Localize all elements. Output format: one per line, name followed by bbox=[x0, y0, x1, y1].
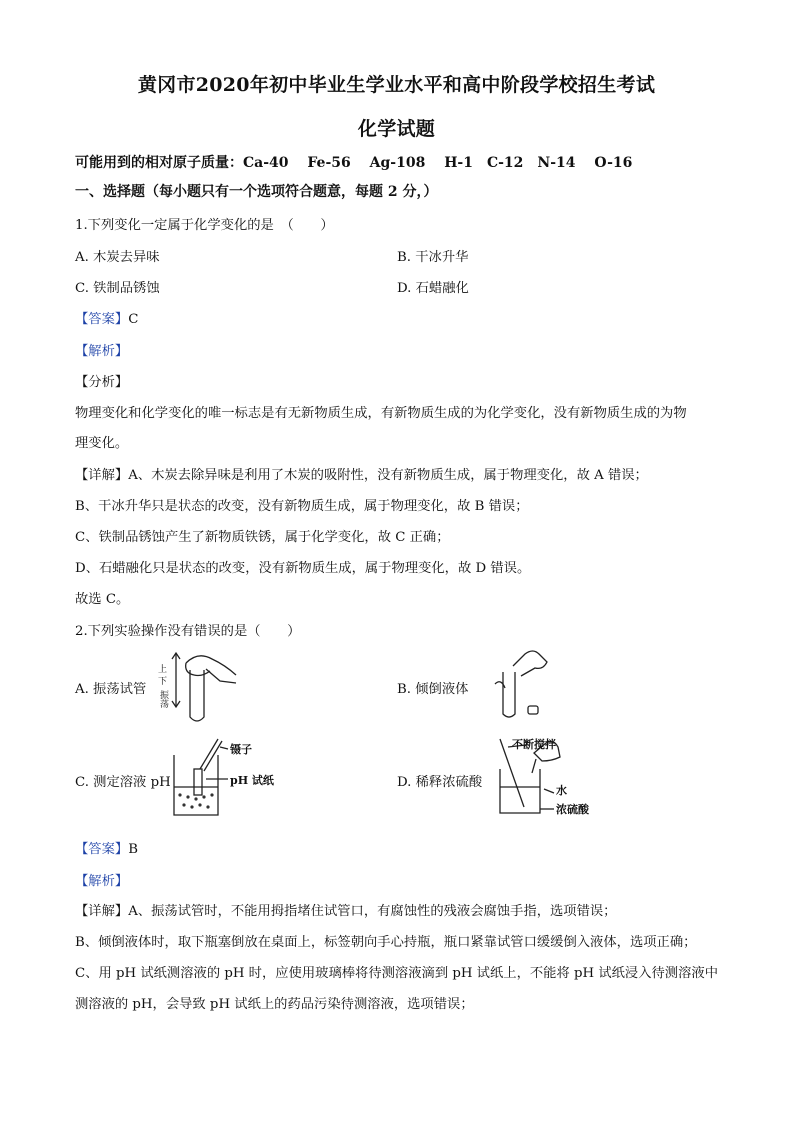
q2-answer bbox=[75, 838, 138, 857]
q2-detail-a bbox=[75, 900, 616, 919]
q2-option-b: B. 倾倒液体 bbox=[397, 682, 469, 697]
section-heading: 一、选择题（每小题只有一个选项符合题意，每题 2 分，） bbox=[75, 184, 438, 200]
q1-fenxi-line1: 物理变化和化学变化的唯一标志是有无新物质生成，有新物质生成的为化学变化，没有新物质生成的为物 bbox=[75, 406, 687, 421]
answer-tag: 【答案】 bbox=[75, 842, 129, 857]
q1-detail-a bbox=[75, 464, 648, 483]
q1-stem: 1.下列变化一定属于化学变化的是 （ ） bbox=[75, 218, 334, 233]
fig-a-arrow-up-label: 上 bbox=[158, 665, 168, 675]
fig-a-shake-label: 振荡 bbox=[158, 690, 168, 708]
q1-option-a: A. 木炭去异味 bbox=[75, 250, 160, 265]
q1-answer bbox=[75, 308, 138, 327]
detail-a-text: A、振荡试管时，不能用拇指堵住试管口，有腐蚀性的残液会腐蚀手指，选项错误； bbox=[128, 904, 617, 919]
detail-tag: 【详解】 bbox=[75, 904, 129, 919]
q1-fenxi-line2: 理变化。 bbox=[75, 436, 129, 451]
q2-detail-c2: 测溶液的 pH，会导致 pH 试纸上的药品污染待测溶液，选项错误； bbox=[75, 997, 474, 1012]
q2-option-d: D. 稀释浓硫酸 bbox=[397, 775, 483, 790]
q1-detail-b: B、干冰升华只是状态的改变，没有新物质生成，属于物理变化，故 B 错误； bbox=[75, 499, 529, 514]
fig-c-tweezers-label: 镊子 bbox=[230, 743, 252, 756]
q1-analysis-tag: 【解析】 bbox=[75, 344, 129, 359]
q1-option-b: B. 干冰升华 bbox=[397, 250, 469, 265]
q2-detail-b: B、倾倒液体时，取下瓶塞倒放在桌面上，标签朝向手心持瓶，瓶口紧靠试管口缓缓倒入液体，选项正确； bbox=[75, 935, 697, 950]
fig-d-acid-label: 浓硫酸 bbox=[556, 803, 589, 816]
fig-c-ph-paper-label: pH 试纸 bbox=[230, 774, 274, 787]
fig-d-water-label: 水 bbox=[556, 784, 567, 797]
q2-option-c: C. 测定溶液 pH bbox=[75, 775, 171, 790]
detail-a-text: A、木炭去除异味是利用了木炭的吸附性，没有新物质生成，属于物理变化，故 A 错误； bbox=[128, 468, 648, 483]
q1-detail-d: D、石蜡融化只是状态的改变，没有新物质生成，属于物理变化，故 D 错误。 bbox=[75, 561, 531, 576]
q1-detail-c: C、铁制品锈蚀产生了新物质铁锈，属于化学变化，故 C 正确； bbox=[75, 530, 450, 545]
answer-tag: 【答案】 bbox=[75, 312, 129, 327]
fig-d-stir-label: 不断搅拌 bbox=[512, 738, 556, 751]
q2-option-a: A. 振荡试管 bbox=[75, 682, 147, 697]
detail-tag: 【详解】 bbox=[75, 468, 129, 483]
fig-a-arrow-down-label: 下 bbox=[158, 677, 168, 687]
q1-option-c: C. 铁制品锈蚀 bbox=[75, 281, 160, 296]
q2-analysis-tag: 【解析】 bbox=[75, 874, 129, 889]
q2-stem: 2.下列实验操作没有错误的是（ ） bbox=[75, 624, 301, 639]
pour-liquid-figure bbox=[473, 642, 553, 722]
page-subtitle: 化学试题 bbox=[357, 118, 436, 140]
q1-option-d: D. 石蜡融化 bbox=[397, 281, 469, 296]
answer-value: B bbox=[128, 842, 138, 857]
page-title: 黄冈市2020年初中毕业生学业水平和高中阶段学校招生考试 bbox=[137, 74, 656, 96]
q2-detail-c1: C、用 pH 试纸测溶液的 pH 时，应使用玻璃棒将待测溶液滴到 pH 试纸上，不能将 pH 试纸浸入待测溶液中 bbox=[75, 966, 718, 981]
atomic-masses: 可能用到的相对原子质量：Ca-40 Fe-56 Ag-108 H-1 C-12 N-14 O-16 bbox=[75, 155, 633, 171]
q1-conclusion: 故选 C。 bbox=[75, 592, 130, 607]
answer-value: C bbox=[128, 312, 139, 327]
q1-fenxi-tag: 【分析】 bbox=[75, 375, 129, 390]
